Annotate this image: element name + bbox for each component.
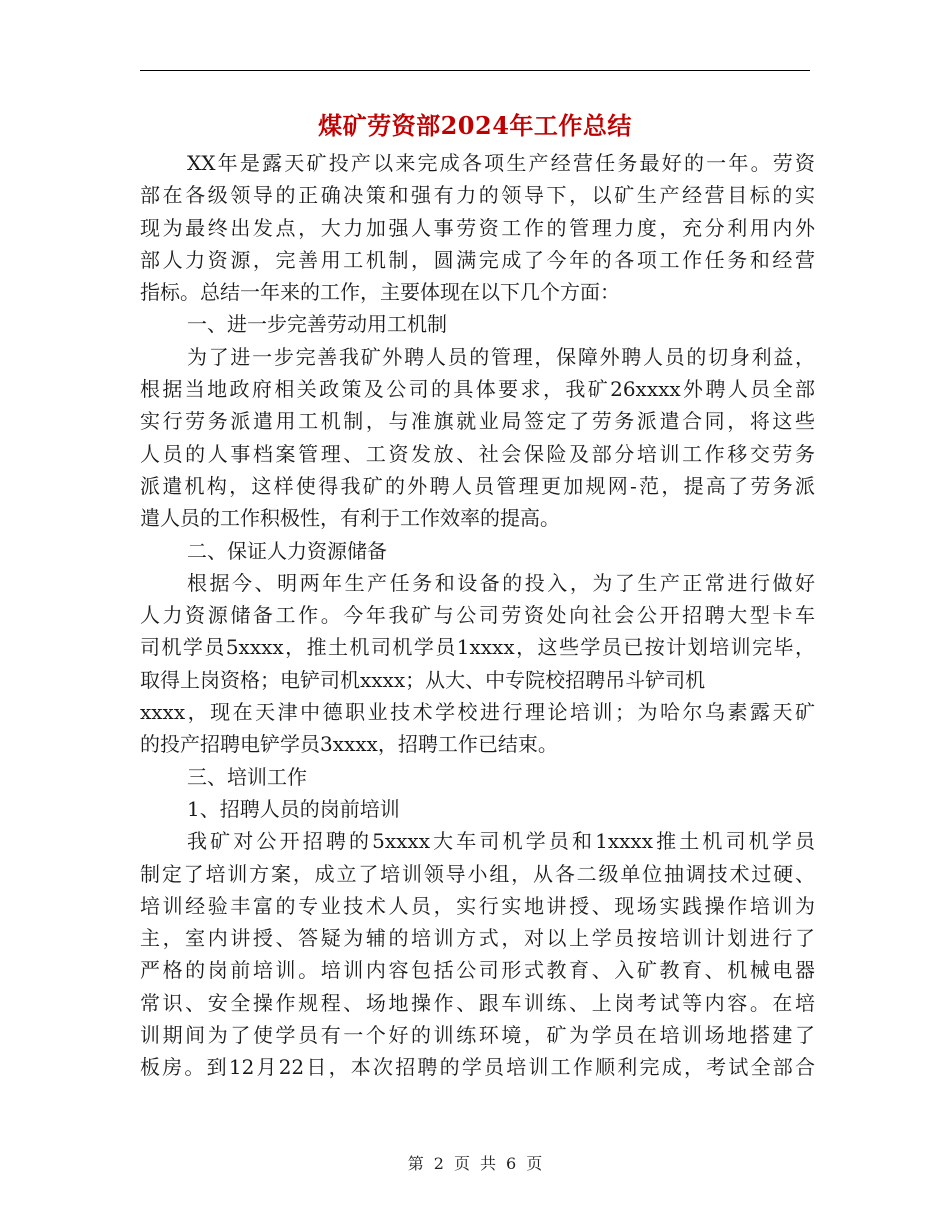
text-line: 训期间为了使学员有一个好的训练环境，矿为学员在培训场地搭建了 [140, 1023, 815, 1048]
header-rule [140, 70, 810, 71]
text-line: 1、招聘人员的岗前培训 [187, 796, 400, 821]
text-line: 取得上岗资格；电铲司机xxxx；从大、中专院校招聘吊斗铲司机 [140, 667, 706, 692]
text-line: 二、保证人力资源储备 [187, 538, 387, 563]
text-line: 常识、安全操作规程、场地操作、跟车训练、上岗考试等内容。在培 [140, 990, 815, 1015]
text-line: 现为最终出发点，大力加强人事劳资工作的管理力度，充分利用内外 [140, 215, 815, 240]
text-line: 培训经验丰富的专业技术人员，实行实地讲授、现场实践操作培训为 [140, 893, 815, 918]
text-line: 派遣机构，这样使得我矿的外聘人员管理更加规网-范，提高了劳务派 [140, 473, 815, 498]
footer-page-word: 页 [453, 1154, 470, 1173]
document-body [140, 147, 815, 1084]
text-line: 板房。到12月22日，本次招聘的学员培训工作顺利完成，考试全部合 [140, 1055, 815, 1080]
text-line: 我矿对公开招聘的5xxxx大车司机学员和1xxxx推土机司机学员 [187, 829, 815, 854]
footer-prefix: 第 [407, 1154, 424, 1173]
text-line: 人力资源储备工作。今年我矿与公司劳资处向社会公开招聘大型卡车 [140, 603, 815, 628]
text-line: 人员的人事档案管理、工资发放、社会保险及部分培训工作移交劳务 [140, 441, 815, 466]
text-line: 一、进一步完善劳动用工机制 [187, 312, 447, 337]
page-footer [140, 1153, 810, 1175]
footer-total-pages: 6 [506, 1154, 517, 1173]
text-line: 部在各级领导的正确决策和强有力的领导下，以矿生产经营目标的实 [140, 183, 815, 208]
text-line: 的投产招聘电铲学员3xxxx，招聘工作已结束。 [140, 732, 558, 757]
text-line: 主，室内讲授、答疑为辅的培训方式，对以上学员按培训计划进行了 [140, 926, 815, 951]
text-line: 为了进一步完善我矿外聘人员的管理，保障外聘人员的切身利益， [187, 344, 815, 369]
text-line: 指标。总结一年来的工作，主要体现在以下几个方面： [140, 280, 620, 305]
text-line: 三、培训工作 [187, 764, 307, 789]
text-line: XX年是露天矿投产以来完成各项生产经营任务最好的一年。劳资 [187, 151, 815, 175]
text-line: 遣人员的工作积极性，有利于工作效率的提高。 [140, 506, 560, 531]
text-line: 制定了培训方案，成立了培训领导小组，从各二级单位抽调技术过硬、 [140, 861, 815, 886]
footer-page-number: 2 [433, 1154, 444, 1173]
footer-suffix: 页 [526, 1154, 543, 1173]
text-line: 根据今、明两年生产任务和设备的投入，为了生产正常进行做好 [187, 570, 815, 595]
document-title: 煤矿劳资部2024年工作总结 [318, 111, 632, 140]
text-line: 实行劳务派遣用工机制，与准旗就业局签定了劳务派遣合同，将这些 [140, 409, 815, 434]
text-line: 部人力资源，完善用工机制，圆满完成了今年的各项工作任务和经营 [140, 247, 815, 272]
text-line: 司机学员5xxxx，推土机司机学员1xxxx，这些学员已按计划培训完毕， [140, 635, 815, 660]
text-line: 根据当地政府相关政策及公司的具体要求，我矿26xxxx外聘人员全部 [140, 377, 815, 402]
footer-total-word: 共 [480, 1154, 497, 1173]
text-line: 严格的岗前培训。培训内容包括公司形式教育、入矿教育、机械电器 [140, 958, 815, 983]
text-line: xxxx，现在天津中德职业技术学校进行理论培训；为哈尔乌素露天矿 [140, 700, 815, 725]
